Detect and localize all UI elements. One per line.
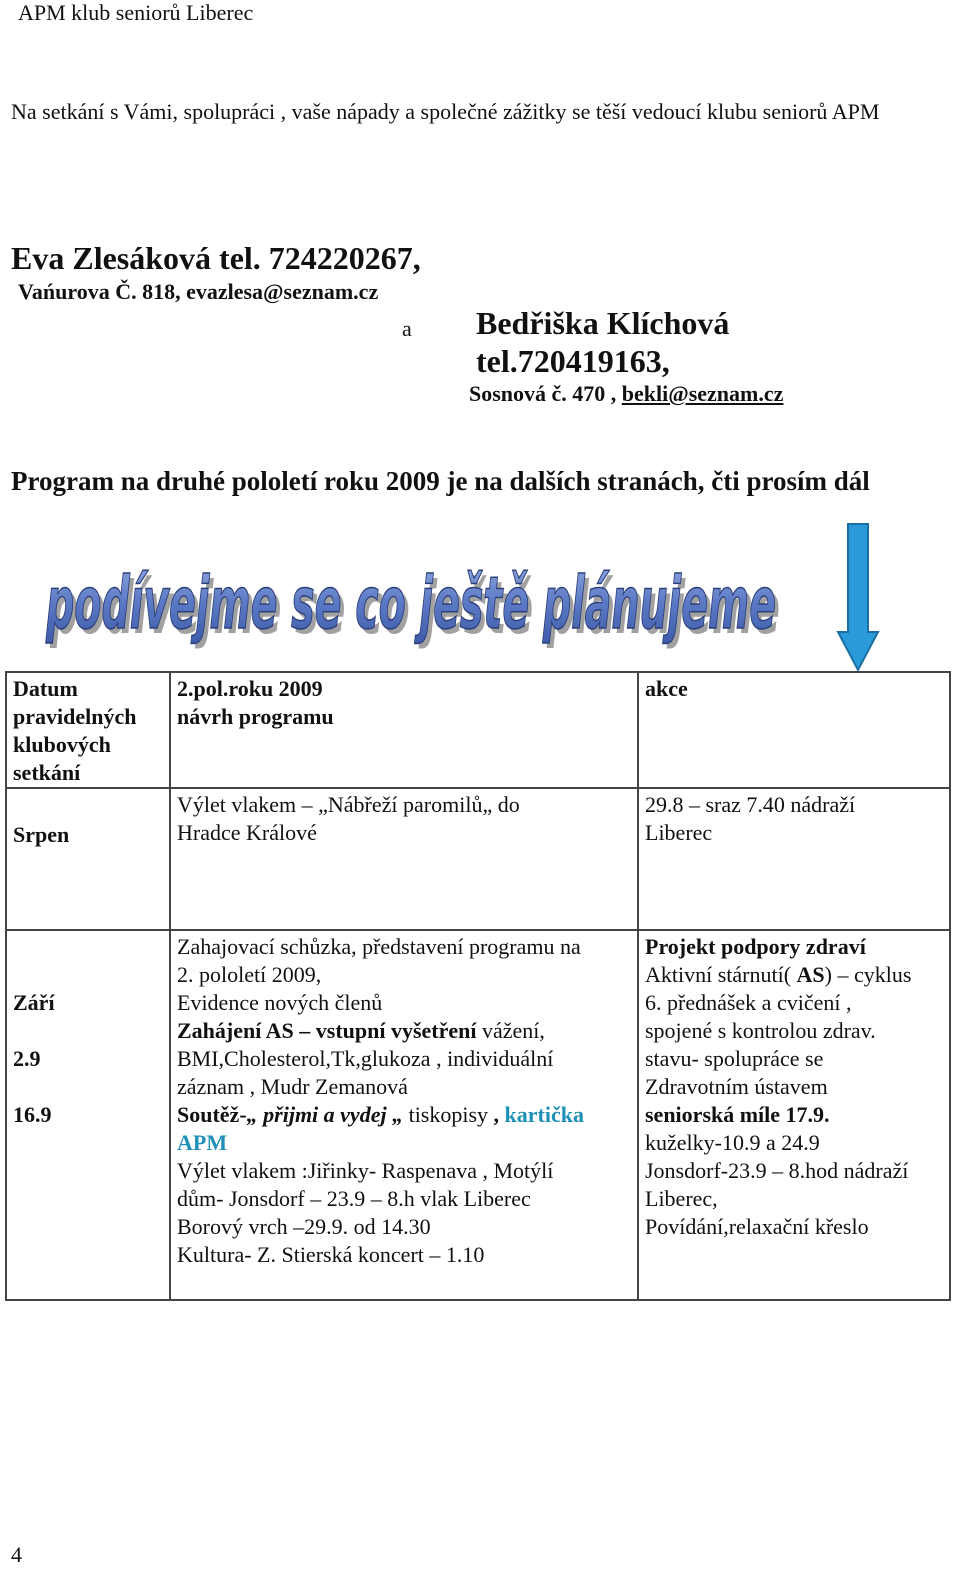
program-bold-text: , (493, 1102, 505, 1127)
header-date-line: Datum (13, 676, 78, 701)
date-16-9: 16.9 (13, 1102, 52, 1127)
program-notice: Program na druhé pololetí roku 2009 je na dalších stranách, čti prosím dál (11, 466, 870, 496)
program-line: záznam , Mudr Zemanová (177, 1074, 408, 1099)
month-cell-srpen: Srpen (6, 788, 170, 930)
akce-line: stavu- spolupráce se (645, 1046, 824, 1071)
akce-line: Liberec (645, 820, 713, 845)
wordart-shadow: podívejme se co ještě plánujeme (49, 566, 780, 650)
contact-eva-address: Vańurova Č. 818, evazlesa@seznam.cz (18, 279, 379, 304)
header-akce-cell: akce (638, 672, 950, 788)
program-cell-srpen (170, 788, 638, 930)
program-text: vážení, (476, 1018, 545, 1043)
akce-cell-srpen (638, 788, 950, 930)
akce-line (645, 961, 943, 989)
akce-text: ) – cyklus (824, 962, 912, 987)
akce-line: Zdravotním ústavem (645, 1074, 828, 1099)
program-cell-zari (170, 930, 638, 1300)
program-bold-text: Soutěž- (177, 1102, 247, 1127)
contact-bedriska-name: Bedřiška Klíchová (476, 305, 730, 341)
akce-line: Liberec, (645, 1186, 718, 1211)
down-arrow-icon (836, 522, 880, 674)
program-line: Výlet vlakem :Jiřinky- Raspenava , Motýlí (177, 1158, 554, 1183)
akce-line: 6. přednášek a cvičení , (645, 990, 852, 1015)
program-line: Kultura- Z. Stierská koncert – 1.10 (177, 1242, 485, 1267)
akce-line: Projekt podpory zdraví (645, 934, 866, 959)
month-zari: Září (13, 990, 55, 1015)
program-line: dům- Jonsdorf – 23.9 – 8.h vlak Liberec (177, 1186, 531, 1211)
akce-line: Povídání,relaxační křeslo (645, 1214, 869, 1239)
contact-eva-name-tel: Eva Zlesáková tel. 724220267, (11, 240, 421, 276)
program-line: BMI,Cholesterol,Tk,glukoza , individuální (177, 1046, 554, 1071)
page-number: 4 (11, 1542, 22, 1567)
program-line: Zahajovací schůzka, představení programu na (177, 934, 581, 959)
program-text: tiskopisy (403, 1102, 494, 1127)
program-line: Hradce Králové (177, 820, 317, 845)
header-date-line: pravidelných (13, 704, 137, 729)
header-program-line: návrh programu (177, 704, 334, 729)
header-date-line: klubových (13, 732, 111, 757)
document-header: APM klub seniorů Liberec (18, 0, 254, 25)
program-line (177, 1017, 631, 1045)
program-bold-text: Zahájení AS – vstupní vyšetření (177, 1018, 477, 1043)
contact-bedriska-tel: tel.720419163, (476, 343, 670, 379)
program-line: Evidence nových členů (177, 990, 383, 1015)
date-2-9: 2.9 (13, 1046, 41, 1071)
contact-bedriska-street: Sosnová č. 470 , (469, 381, 622, 406)
akce-line: seniorská míle 17.9. (645, 1102, 830, 1127)
program-highlight-line: APM (177, 1130, 228, 1155)
table-row-srpen (6, 788, 950, 930)
table-header-row (6, 672, 950, 788)
program-highlight-text: kartička (504, 1102, 584, 1127)
akce-cell-zari (638, 930, 950, 1300)
month-cell-zari (6, 930, 170, 1300)
intro-text: Na setkání s Vámi, spolupráci , vaše nápady a společné zážitky se těší vedoucí klubu seniorů APM (11, 99, 880, 124)
akce-line: kuželky-10.9 a 24.9 (645, 1130, 820, 1155)
akce-line: Jonsdorf-23.9 – 8.hod nádraží (645, 1158, 909, 1183)
akce-line: 29.8 – sraz 7.40 nádraží (645, 792, 856, 817)
program-line: Borový vrch –29.9. od 14.30 (177, 1214, 431, 1239)
program-line: Výlet vlakem – „Nábřeží paromilů„ do (177, 792, 520, 817)
contact-bedriska-address (469, 381, 783, 407)
program-bold-italic-text: „ přijmi a vydej „ (246, 1102, 404, 1127)
header-date-line: setkání (13, 760, 81, 785)
akce-bold-text: AS (796, 962, 825, 987)
schedule-table (5, 671, 951, 1301)
akce-text: Aktivní stárnutí( (645, 962, 797, 987)
akce-line: spojené s kontrolou zdrav. (645, 1018, 876, 1043)
contact-bedriska-email-link[interactable]: bekli@seznam.cz (621, 381, 784, 406)
header-date-cell (6, 672, 170, 788)
program-line: 2. pololetí 2009, (177, 962, 322, 987)
program-line (177, 1101, 631, 1129)
wordart-heading (40, 548, 800, 658)
table-row-zari (6, 930, 950, 1300)
contact-conjunction: a (402, 316, 412, 341)
header-program-line: 2.pol.roku 2009 (177, 676, 323, 701)
header-program-cell (170, 672, 638, 788)
wordart-text: podívejme se co ještě plánujeme (45, 561, 776, 645)
